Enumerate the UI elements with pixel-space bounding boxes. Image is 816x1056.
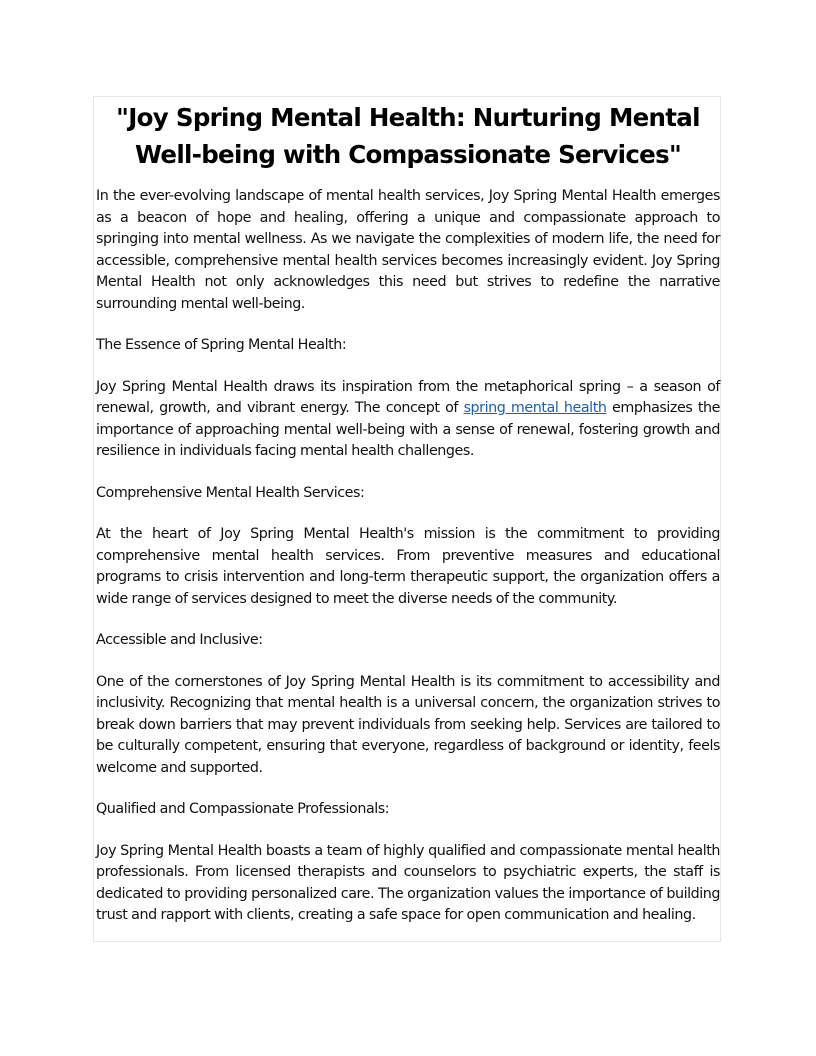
section-heading-professionals: Qualified and Compassionate Professionals: (96, 801, 390, 817)
section-body-essence-after-link: emphasizes the importance of approaching mental well-being with a sense of renewal, fostering growth and resilience in individuals facing mental health challenges. (96, 400, 720, 459)
section-body-accessible: One of the cornerstones of Joy Spring Mental Health is its commitment to accessibility and inclusivity. Recognizing that mental health is a universal concern, the organization strives to break down barriers that may prevent individuals from seeking help. Services are tailored to be culturally competent, ensuring that everyone, regardless of background or identity, feels welcome and supported. (96, 673, 720, 776)
document-title: "Joy Spring Mental Health: Nurturing Mental Well-being with Compassionate Services" (116, 103, 700, 169)
section-body-professionals: Joy Spring Mental Health boasts a team of highly qualified and compassionate mental health professionals. From licensed therapists and counselors to psychiatric experts, the staff is dedicated to providing personalized care. The organization values the importance of building trust and rapport with clients, creating a safe space for open communication and healing. (96, 842, 720, 923)
document-body (96, 186, 720, 927)
section-heading-accessible: Accessible and Inclusive: (96, 632, 263, 648)
section-body-essence-before-link: Joy Spring Mental Health draws its inspiration from the metaphorical spring – a season of renewal, growth, and vibrant energy. The concept of (96, 378, 720, 416)
section-body-essence (96, 377, 720, 463)
spring-mental-health-link[interactable]: spring mental health (463, 400, 607, 416)
section-body-comprehensive: At the heart of Joy Spring Mental Health's mission is the commitment to providing comprehensive mental health services. From preventive measures and educational programs to crisis intervention and long-term therapeutic support, the organization offers a wide range of services designed to meet the diverse needs of the community. (96, 526, 720, 607)
section-heading-essence: The Essence of Spring Mental Health: (96, 337, 347, 353)
section-heading-comprehensive: Comprehensive Mental Health Services: (96, 484, 365, 501)
intro-paragraph: In the ever-evolving landscape of mental health services, Joy Spring Mental Health emerges as a beacon of hope and healing, offering a unique and compassionate approach to springing into mental wellness. As we navigate the complexities of modern life, the need for accessible, comprehensive mental health services becomes increasingly evident. Joy Spring Mental Health not only acknowledges this need but strives to redefine the narrative surrounding mental well-being. (96, 188, 720, 312)
